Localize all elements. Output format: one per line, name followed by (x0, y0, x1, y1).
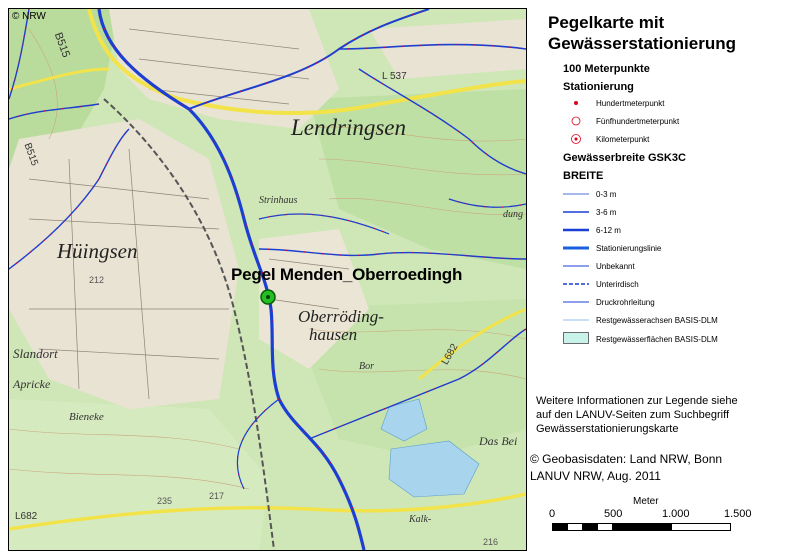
scale-tick: 1.000 (662, 508, 690, 520)
place-label: Apricke (13, 377, 51, 391)
place-label: Lendringsen (291, 115, 406, 140)
road-label: L682 (15, 511, 38, 522)
scale-segment (567, 523, 583, 531)
legend-item: Unterirdisch (596, 280, 639, 289)
elevation-label: 212 (89, 275, 105, 285)
place-label: Das Bei (479, 434, 518, 448)
settlement-area (9, 119, 239, 409)
attribution-line: © Geobasisdaten: Land NRW, Bonn (530, 452, 723, 466)
place-label: Hüingsen (57, 239, 138, 263)
width-0-3-line-icon (563, 188, 589, 200)
legend-title-line2: Gewässerstationierung (548, 34, 737, 53)
legend-item: Stationierungslinie (596, 244, 662, 253)
legend-panel (530, 0, 794, 559)
scale-tick: 500 (604, 508, 623, 520)
legend-heading-stationierung: Stationierung (563, 81, 634, 93)
legend-item: 3-6 m (596, 208, 617, 217)
kilometer-point-icon (563, 133, 589, 145)
residual-axis-line-icon (563, 314, 589, 326)
elevation-label: 235 (157, 496, 173, 506)
info-line: Gewässerstationierungskarte (536, 423, 679, 435)
place-label: dung (503, 209, 523, 220)
place-label: Strinhaus (259, 195, 298, 206)
scale-segment (552, 523, 568, 531)
legend-item: Fünfhundertmeterpunkt (596, 117, 680, 126)
legend-item: Restgewässerflächen BASIS-DLM (596, 335, 718, 344)
gauge-station-label[interactable]: Pegel Menden_Oberroedingh (231, 265, 463, 284)
elevation-label: 217 (209, 491, 225, 501)
place-label: Bieneke (69, 411, 104, 423)
info-line: auf den LANUV-Seiten zum Suchbegriff (536, 409, 730, 421)
scale-segment (612, 523, 672, 531)
scale-segment (597, 523, 613, 531)
gauge-station-center (266, 295, 270, 299)
underground-line-icon (563, 278, 589, 290)
place-label: Oberröding- (298, 307, 384, 326)
legend-title-line1: Pegelkarte mit (548, 13, 665, 32)
scale-bar-title: Meter (633, 496, 659, 507)
hundred-meter-point-icon (563, 97, 589, 109)
elevation-label: 216 (483, 537, 499, 547)
place-label: Slandort (13, 346, 58, 361)
place-label: hausen (309, 325, 358, 344)
attribution (530, 451, 722, 485)
legend-info-text (536, 394, 738, 436)
map-copyright: © NRW (12, 11, 46, 22)
legend-item: Restgewässerachsen BASIS-DLM (596, 316, 718, 325)
unknown-line-icon (563, 260, 589, 272)
legend-item: 0-3 m (596, 190, 617, 199)
residual-area-icon (563, 332, 589, 344)
width-3-6-line-icon (563, 206, 589, 218)
legend-heading-width: Gewässerbreite GSK3C (563, 152, 686, 164)
legend-item: Unbekannt (596, 262, 635, 271)
info-line: Weitere Informationen zur Legende siehe (536, 395, 738, 407)
pressure-pipe-line-icon (563, 296, 589, 308)
place-label: Kalk- (409, 514, 432, 525)
station-line-icon (563, 242, 589, 254)
scale-tick: 1.500 (724, 508, 752, 520)
place-label: Bor (359, 361, 374, 372)
scale-tick: 0 (549, 508, 556, 520)
scale-segment (582, 523, 598, 531)
legend-title (548, 12, 736, 54)
legend-item: Hundertmeterpunkt (596, 99, 665, 108)
road-label: L 537 (382, 71, 407, 82)
road-label: L682 (439, 342, 461, 367)
legend-item: Druckrohrleitung (596, 298, 655, 307)
legend-heading-100m: 100 Meterpunkte (563, 63, 650, 75)
attribution-line: LANUV NRW, Aug. 2011 (530, 469, 661, 483)
five-hundred-meter-point-icon (563, 115, 589, 127)
legend-item: 6-12 m (596, 226, 621, 235)
map-frame[interactable] (8, 8, 527, 551)
legend-heading-breite: BREITE (563, 170, 604, 182)
scale-segment (671, 523, 731, 531)
road-label: B515 (21, 141, 40, 168)
width-6-12-line-icon (563, 224, 589, 236)
legend-item: Kilometerpunkt (596, 135, 650, 144)
road-label: B515 (51, 30, 72, 60)
